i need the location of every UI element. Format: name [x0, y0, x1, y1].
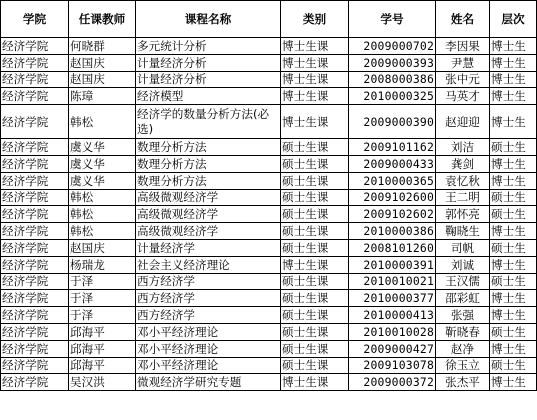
cell-course-name: 西方经济学 [136, 273, 281, 290]
cell-category: 硕士生课 [281, 172, 349, 189]
table-row [1, 139, 537, 156]
cell-student-id: 2009000390 [349, 105, 436, 139]
cell-teacher: 虞义华 [69, 172, 136, 189]
cell-level: 博士生 [490, 307, 537, 324]
cell-student-id: 2009000372 [349, 374, 436, 391]
cell-course-name: 高级微观经济学 [136, 206, 281, 223]
cell-student-name: 王汉儒 [436, 273, 490, 290]
cell-college: 经济学院 [1, 172, 69, 189]
cell-student-name: 袁忆秋 [436, 172, 490, 189]
table-row [1, 290, 537, 307]
cell-teacher: 韩松 [69, 105, 136, 139]
table-row [1, 307, 537, 324]
cell-level: 硕士生 [490, 189, 537, 206]
table-row [1, 239, 537, 256]
cell-student-name: 邵彩虹 [436, 290, 490, 307]
cell-student-id: 2010000391 [349, 256, 436, 273]
cell-college: 经济学院 [1, 105, 69, 139]
cell-course-name: 邓小平经济理论 [136, 357, 281, 374]
cell-student-name: 刘诚 [436, 256, 490, 273]
cell-college: 经济学院 [1, 357, 69, 374]
header-level: 层次 [490, 1, 537, 38]
header-course-name: 课程名称 [136, 1, 281, 38]
cell-college: 经济学院 [1, 256, 69, 273]
cell-teacher: 邱海平 [69, 323, 136, 340]
cell-teacher: 于泽 [69, 307, 136, 324]
cell-teacher: 韩松 [69, 223, 136, 240]
cell-college: 经济学院 [1, 206, 69, 223]
cell-student-name: 靳晓春 [436, 323, 490, 340]
cell-teacher: 邱海平 [69, 357, 136, 374]
cell-student-id: 2009000393 [349, 54, 436, 71]
cell-college: 经济学院 [1, 71, 69, 88]
cell-student-id: 2009102602 [349, 206, 436, 223]
cell-college: 经济学院 [1, 307, 69, 324]
cell-student-name: 赵迎迎 [436, 105, 490, 139]
cell-course-name: 西方经济学 [136, 290, 281, 307]
cell-course-name: 经济模型 [136, 88, 281, 105]
cell-student-id: 2009102600 [349, 189, 436, 206]
cell-category: 博士生课 [281, 71, 349, 88]
cell-level: 博士生 [490, 155, 537, 172]
cell-student-id: 2009101162 [349, 139, 436, 156]
cell-category: 硕士生课 [281, 323, 349, 340]
cell-teacher: 赵国庆 [69, 239, 136, 256]
cell-level: 博士生 [490, 54, 537, 71]
cell-course-name: 邓小平经济理论 [136, 340, 281, 357]
table-header [1, 1, 537, 38]
table-row [1, 323, 537, 340]
cell-student-name: 张中元 [436, 71, 490, 88]
table-row [1, 172, 537, 189]
cell-category: 硕士生课 [281, 239, 349, 256]
cell-category: 博士生课 [281, 256, 349, 273]
cell-course-name: 社会主义经济理论 [136, 256, 281, 273]
cell-teacher: 于泽 [69, 290, 136, 307]
cell-college: 经济学院 [1, 323, 69, 340]
cell-category: 博士生课 [281, 54, 349, 71]
cell-student-name: 马英才 [436, 88, 490, 105]
cell-teacher: 吴汉洪 [69, 374, 136, 391]
cell-student-id: 2010000386 [349, 223, 436, 240]
cell-student-id: 2010000413 [349, 307, 436, 324]
cell-student-name: 司帆 [436, 239, 490, 256]
cell-student-id: 2009000702 [349, 38, 436, 55]
cell-college: 经济学院 [1, 290, 69, 307]
cell-level: 博士生 [490, 340, 537, 357]
cell-college: 经济学院 [1, 239, 69, 256]
cell-student-id: 2010000377 [349, 290, 436, 307]
cell-level: 博士生 [490, 105, 537, 139]
cell-course-name: 邓小平经济理论 [136, 323, 281, 340]
cell-level: 硕士生 [490, 139, 537, 156]
cell-category: 硕士生课 [281, 189, 349, 206]
cell-level: 博士生 [490, 290, 537, 307]
cell-category: 博士生课 [281, 38, 349, 55]
cell-student-name: 徐玉立 [436, 357, 490, 374]
cell-course-name: 高级微观经济学 [136, 189, 281, 206]
cell-category: 博士生课 [281, 374, 349, 391]
cell-course-name: 微观经济学研究专题 [136, 374, 281, 391]
table-row [1, 273, 537, 290]
cell-category: 博士生课 [281, 105, 349, 139]
table-row [1, 206, 537, 223]
table-row [1, 223, 537, 240]
cell-college: 经济学院 [1, 88, 69, 105]
cell-college: 经济学院 [1, 54, 69, 71]
cell-category: 硕士生课 [281, 357, 349, 374]
cell-student-name: 郭怀亮 [436, 206, 490, 223]
cell-college: 经济学院 [1, 273, 69, 290]
cell-student-name: 龚剑 [436, 155, 490, 172]
cell-course-name: 计量经济学 [136, 239, 281, 256]
cell-college: 经济学院 [1, 223, 69, 240]
cell-student-id: 2010010028 [349, 323, 436, 340]
cell-teacher: 韩松 [69, 206, 136, 223]
cell-level: 硕士生 [490, 323, 537, 340]
cell-category: 博士生课 [281, 88, 349, 105]
cell-category: 硕士生课 [281, 155, 349, 172]
table-row [1, 88, 537, 105]
cell-category: 硕士生课 [281, 273, 349, 290]
cell-college: 经济学院 [1, 374, 69, 391]
cell-teacher: 陈璋 [69, 88, 136, 105]
cell-teacher: 杨瑞龙 [69, 256, 136, 273]
cell-student-name: 张强 [436, 307, 490, 324]
cell-college: 经济学院 [1, 38, 69, 55]
cell-student-id: 2008000386 [349, 71, 436, 88]
cell-course-name: 高级微观经济学 [136, 223, 281, 240]
cell-category: 硕士生课 [281, 307, 349, 324]
cell-course-name: 计量经济分析 [136, 54, 281, 71]
table-row [1, 38, 537, 55]
cell-student-name: 王二明 [436, 189, 490, 206]
header-row [1, 1, 537, 38]
cell-teacher: 虞义华 [69, 155, 136, 172]
cell-level: 博士生 [490, 172, 537, 189]
table-row [1, 71, 537, 88]
cell-teacher: 邱海平 [69, 340, 136, 357]
cell-course-name: 数理分析方法 [136, 155, 281, 172]
table-row [1, 340, 537, 357]
cell-level: 博士生 [490, 88, 537, 105]
cell-course-name: 计量经济分析 [136, 71, 281, 88]
cell-student-name: 鞠晓生 [436, 223, 490, 240]
cell-course-name: 西方经济学 [136, 307, 281, 324]
header-teacher: 任课教师 [69, 1, 136, 38]
table-row [1, 54, 537, 71]
cell-student-name: 尹慧 [436, 54, 490, 71]
cell-student-id: 2009000427 [349, 340, 436, 357]
cell-college: 经济学院 [1, 189, 69, 206]
header-student-name: 姓名 [436, 1, 490, 38]
cell-category: 硕士生课 [281, 290, 349, 307]
cell-teacher: 韩松 [69, 189, 136, 206]
cell-college: 经济学院 [1, 139, 69, 156]
cell-category: 硕士生课 [281, 223, 349, 240]
cell-category: 硕士生课 [281, 206, 349, 223]
cell-college: 经济学院 [1, 155, 69, 172]
cell-student-name: 李因果 [436, 38, 490, 55]
cell-category: 硕士生课 [281, 340, 349, 357]
cell-teacher: 赵国庆 [69, 54, 136, 71]
cell-course-name: 数理分析方法 [136, 139, 281, 156]
cell-course-name: 经济学的数量分析方法(必选) [136, 105, 281, 139]
table-row [1, 357, 537, 374]
cell-level: 硕士生 [490, 239, 537, 256]
cell-teacher: 何晓群 [69, 38, 136, 55]
header-student-id: 学号 [349, 1, 436, 38]
cell-course-name: 数理分析方法 [136, 172, 281, 189]
cell-category: 硕士生课 [281, 139, 349, 156]
cell-course-name: 多元统计分析 [136, 38, 281, 55]
table-row [1, 374, 537, 391]
cell-level: 硕士生 [490, 273, 537, 290]
cell-level: 硕士生 [490, 357, 537, 374]
cell-level: 硕士生 [490, 206, 537, 223]
cell-student-id: 2009103078 [349, 357, 436, 374]
cell-level: 博士生 [490, 374, 537, 391]
cell-student-name: 刘洁 [436, 139, 490, 156]
cell-student-id: 2010000325 [349, 88, 436, 105]
cell-student-id: 2008101260 [349, 239, 436, 256]
table-row [1, 155, 537, 172]
cell-student-name: 赵净 [436, 340, 490, 357]
cell-student-id: 2009000433 [349, 155, 436, 172]
cell-level: 博士生 [490, 256, 537, 273]
cell-student-id: 2010000365 [349, 172, 436, 189]
table-body [1, 38, 537, 391]
table-row [1, 256, 537, 273]
cell-teacher: 于泽 [69, 273, 136, 290]
header-category: 类别 [281, 1, 349, 38]
table-row [1, 189, 537, 206]
cell-teacher: 虞义华 [69, 139, 136, 156]
cell-student-id: 2010010021 [349, 273, 436, 290]
cell-student-name: 张杰平 [436, 374, 490, 391]
cell-college: 经济学院 [1, 340, 69, 357]
cell-level: 博士生 [490, 38, 537, 55]
cell-teacher: 赵国庆 [69, 71, 136, 88]
cell-level: 博士生 [490, 223, 537, 240]
cell-level: 博士生 [490, 71, 537, 88]
header-college: 学院 [1, 1, 69, 38]
table-row [1, 105, 537, 139]
